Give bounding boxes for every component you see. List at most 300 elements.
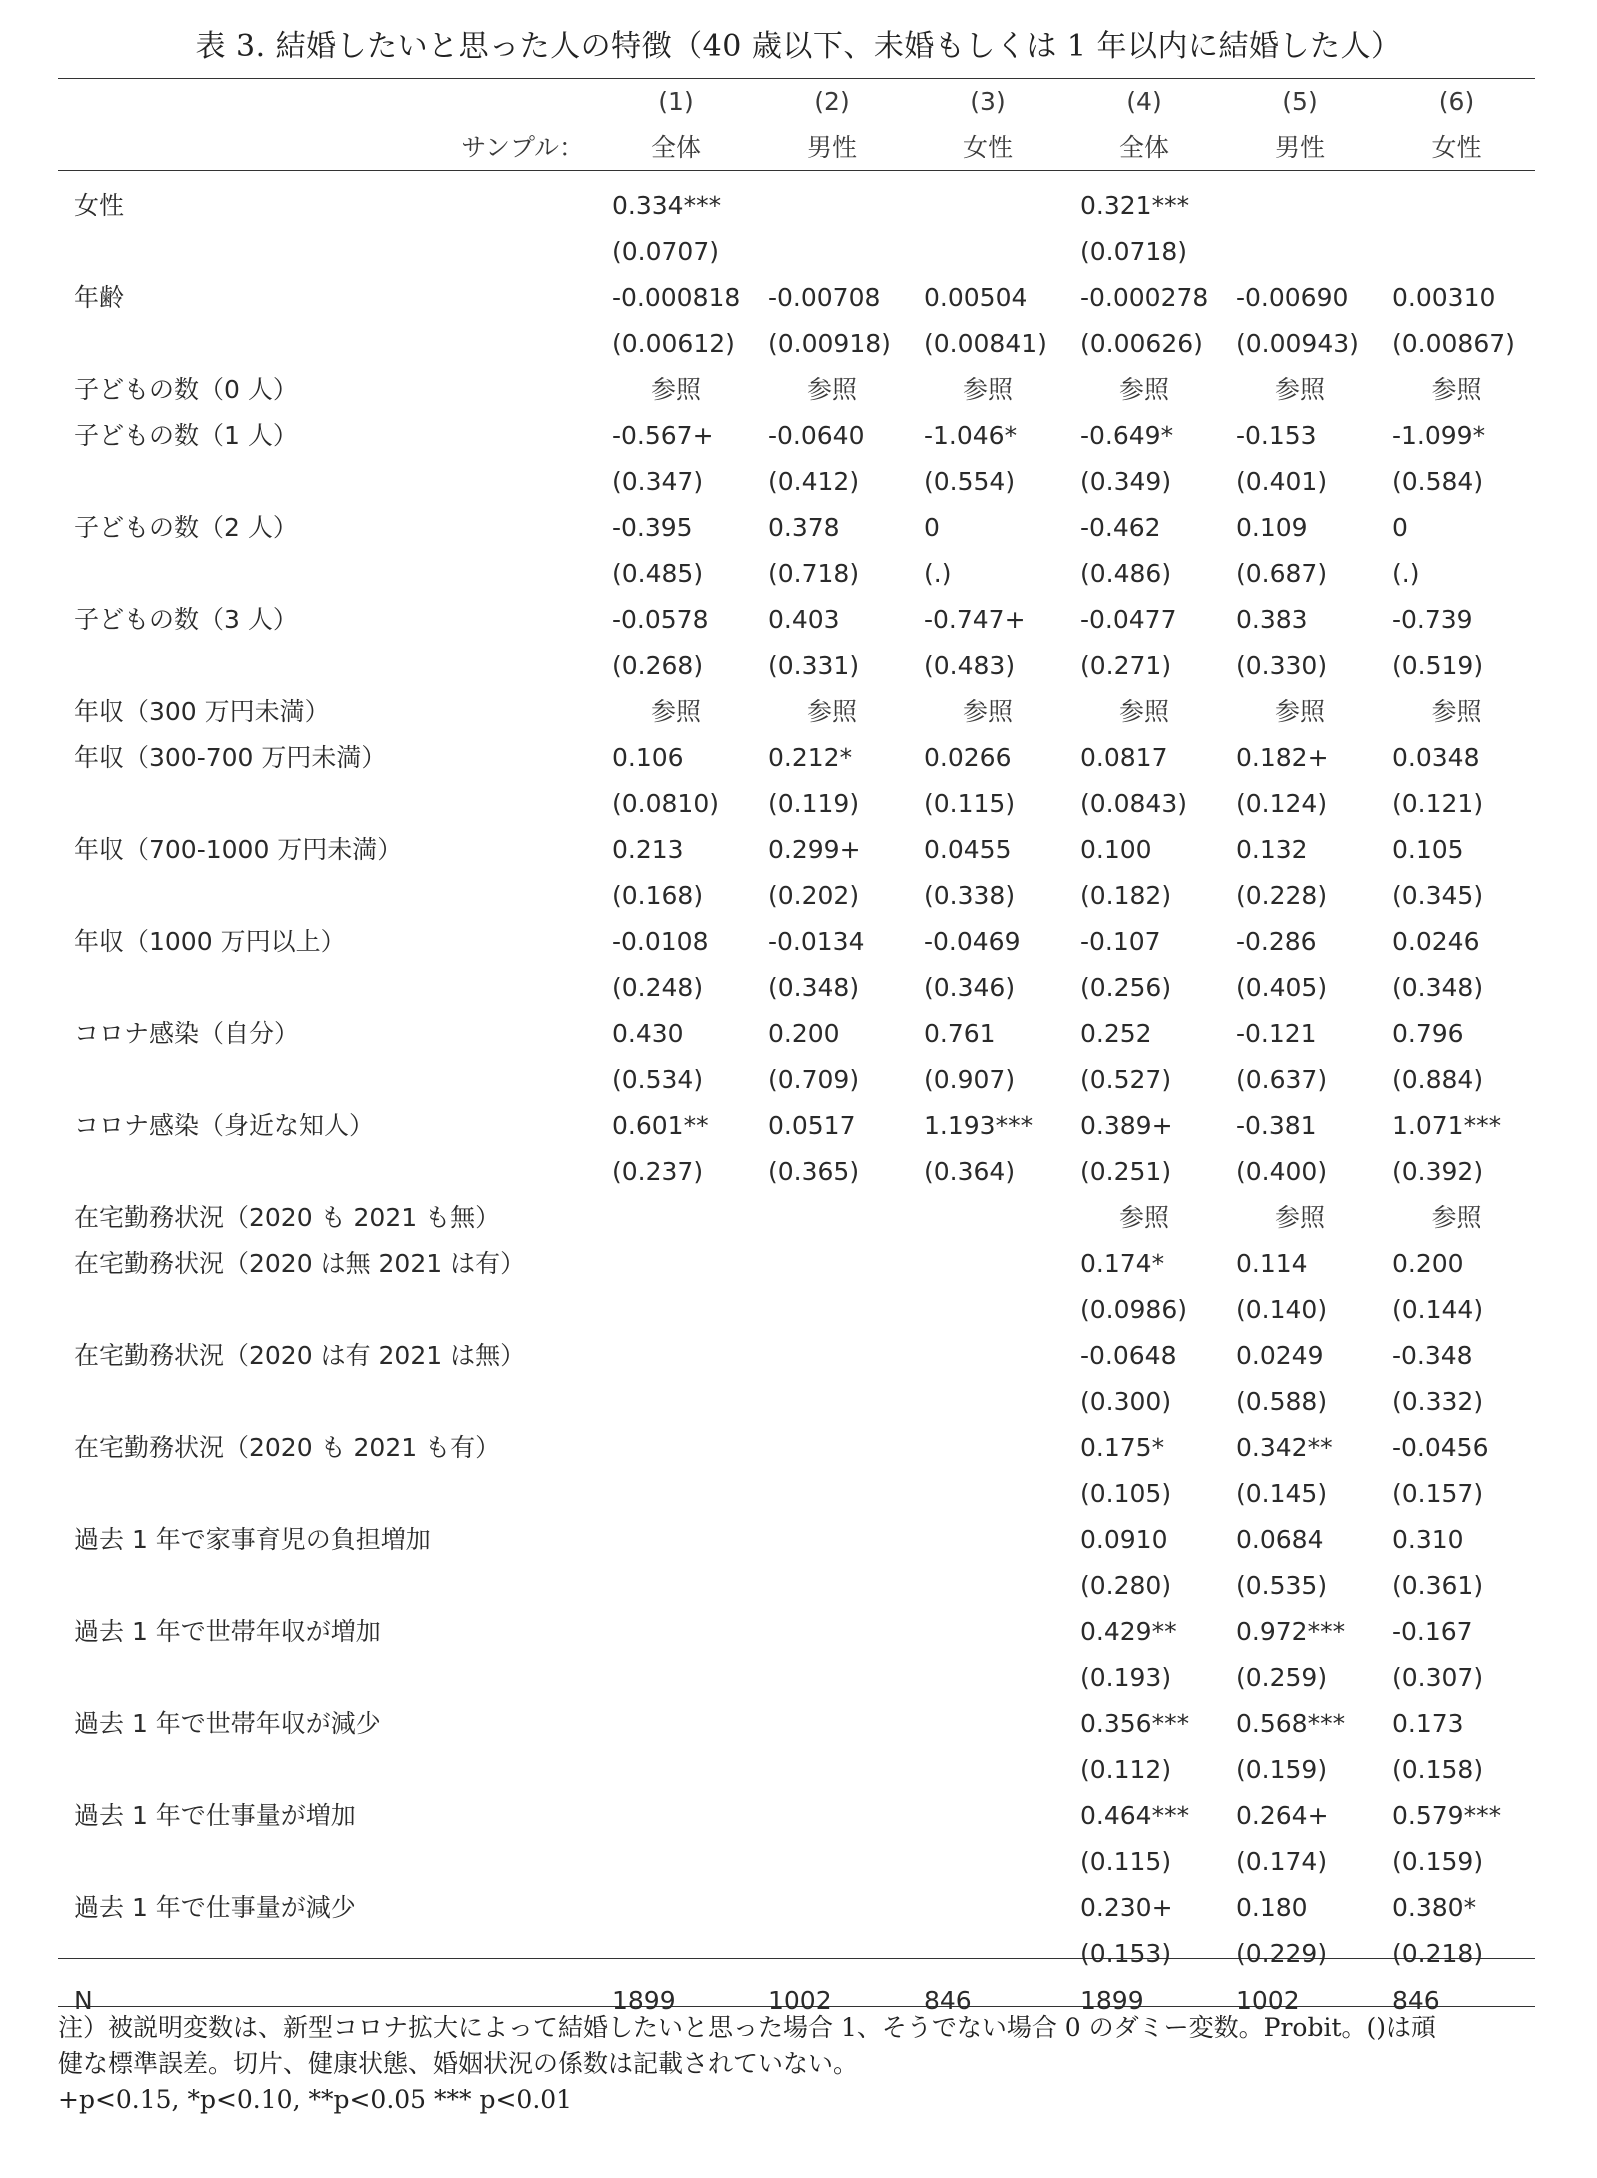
standard-error-cell: (0.00612): [612, 329, 735, 358]
standard-error-cell: (0.174): [1236, 1847, 1328, 1876]
standard-error-cell: [598, 1471, 754, 1517]
standard-error-label-blank: [58, 781, 598, 827]
coefficient-cell: 0.200: [768, 1019, 840, 1048]
variable-row: [58, 1609, 1535, 1655]
standard-error-label-blank: [58, 459, 598, 505]
coefficient-cell: [910, 1241, 1066, 1287]
standard-error-cell: [910, 1655, 1066, 1701]
standard-error-cell: (0.535): [1236, 1571, 1328, 1600]
coefficient-cell: 0.0817: [1080, 743, 1168, 772]
standard-error-cell: [754, 1563, 910, 1609]
coefficient-cell: -0.121: [1236, 1019, 1317, 1048]
variable-label: 年収（300 万円未満）: [74, 697, 330, 726]
coefficient-cell: 0.299+: [768, 835, 861, 864]
standard-error-cell: (0.00841): [924, 329, 1047, 358]
variable-row: [58, 1241, 1535, 1287]
sample-value: 女性: [962, 133, 1013, 162]
variable-row: [58, 919, 1535, 965]
standard-error-cell: (0.588): [1236, 1387, 1328, 1416]
coefficient-cell: 0.761: [924, 1019, 996, 1048]
standard-error-cell: (0.349): [1080, 467, 1172, 496]
sample-value: 男性: [1274, 133, 1325, 162]
standard-error-cell: [910, 1287, 1066, 1333]
coefficient-cell: -0.000818: [612, 283, 741, 312]
coefficient-cell: [754, 1609, 910, 1655]
coefficient-cell: [910, 1333, 1066, 1379]
standard-error-row: [58, 459, 1535, 505]
standard-error-row: [58, 1057, 1535, 1103]
standard-error-row: [58, 1379, 1535, 1425]
standard-error-cell: (0.364): [924, 1157, 1016, 1186]
variable-row: [58, 827, 1535, 873]
standard-error-cell: [598, 1563, 754, 1609]
variable-row: [58, 1701, 1535, 1747]
coefficient-cell: [910, 171, 1066, 229]
standard-error-row: [58, 1839, 1535, 1885]
variable-row: [58, 505, 1535, 551]
coefficient-cell: [754, 1241, 910, 1287]
variable-row: [58, 1011, 1535, 1057]
standard-error-cell: (0.268): [612, 651, 704, 680]
variable-row: [58, 275, 1535, 321]
coefficient-cell: [754, 1195, 910, 1241]
standard-error-label-blank: [58, 1471, 598, 1517]
n-value: 1002: [768, 1986, 832, 2015]
standard-error-cell: (0.486): [1080, 559, 1172, 588]
coefficient-cell: 0: [924, 513, 940, 542]
coefficient-cell: [910, 1425, 1066, 1471]
coefficient-cell: 0.601**: [612, 1111, 709, 1140]
standard-error-cell: (0.331): [768, 651, 860, 680]
standard-error-cell: [598, 1379, 754, 1425]
coefficient-cell: [598, 1241, 754, 1287]
n-value: 846: [1392, 1986, 1440, 2015]
coefficient-cell: 0.383: [1236, 605, 1308, 634]
standard-error-label-blank: [58, 1379, 598, 1425]
standard-error-cell: (0.554): [924, 467, 1016, 496]
standard-error-cell: (0.00867): [1392, 329, 1515, 358]
coefficient-cell: 0.106: [612, 743, 684, 772]
standard-error-cell: (0.144): [1392, 1295, 1484, 1324]
variable-row: [58, 171, 1535, 229]
standard-error-cell: (0.392): [1392, 1157, 1484, 1186]
standard-error-cell: [910, 1931, 1066, 1977]
standard-error-cell: (0.248): [612, 973, 704, 1002]
coefficient-cell: 0.213: [612, 835, 684, 864]
coefficient-cell: [598, 1195, 754, 1241]
column-number: (2): [814, 87, 850, 116]
table-title: 表 3. 結婚したいと思った人の特徴（40 歳以下、未婚もしくは 1 年以内に結婚した人）: [195, 29, 1402, 64]
regression-table: [58, 79, 1535, 2025]
coefficient-cell: 0.173: [1392, 1709, 1464, 1738]
standard-error-cell: (0.584): [1392, 467, 1484, 496]
n-value: 1899: [612, 1986, 676, 2015]
header-blank-cell: [58, 79, 598, 125]
standard-error-cell: (0.251): [1080, 1157, 1172, 1186]
sample-label: サンプル：: [461, 133, 584, 162]
coefficient-cell: 0.796: [1392, 1019, 1464, 1048]
standard-error-cell: (0.00918): [768, 329, 891, 358]
column-number: (5): [1282, 87, 1318, 116]
standard-error-cell: (0.259): [1236, 1663, 1328, 1692]
table-notes: [58, 2010, 1548, 2118]
variable-label: 子どもの数（2 人）: [74, 513, 298, 542]
coefficient-cell: 0.0348: [1392, 743, 1480, 772]
standard-error-cell: (0.158): [1392, 1755, 1484, 1784]
coefficient-cell: 1.071***: [1392, 1111, 1502, 1140]
standard-error-row: [58, 1655, 1535, 1701]
coefficient-cell: -0.0648: [1080, 1341, 1177, 1370]
sample-value: 全体: [1118, 133, 1169, 162]
coefficient-cell: 0.310: [1392, 1525, 1464, 1554]
reference-cell: 参照: [1274, 1203, 1325, 1232]
coefficient-cell: 0.182+: [1236, 743, 1329, 772]
standard-error-label-blank: [58, 1563, 598, 1609]
standard-error-label-blank: [58, 1747, 598, 1793]
standard-error-cell: (0.202): [768, 881, 860, 910]
coefficient-cell: -0.0456: [1392, 1433, 1489, 1462]
standard-error-cell: (0.229): [1236, 1939, 1328, 1968]
variable-label: 過去 1 年で世帯年収が増加: [74, 1617, 381, 1646]
standard-error-cell: (0.193): [1080, 1663, 1172, 1692]
standard-error-row: [58, 873, 1535, 919]
reference-cell: 参照: [650, 375, 701, 404]
standard-error-cell: (0.0707): [612, 237, 719, 266]
variable-label: コロナ感染（身近な知人）: [74, 1111, 375, 1140]
coefficient-cell: 0.100: [1080, 835, 1152, 864]
sample-value: 全体: [650, 133, 701, 162]
variable-row: [58, 1517, 1535, 1563]
reference-cell: 参照: [1118, 697, 1169, 726]
reference-cell: 参照: [1118, 375, 1169, 404]
coefficient-cell: 0.132: [1236, 835, 1308, 864]
coefficient-cell: [598, 1333, 754, 1379]
coefficient-cell: [598, 1701, 754, 1747]
standard-error-cell: (0.400): [1236, 1157, 1328, 1186]
standard-error-row: [58, 1471, 1535, 1517]
coefficient-cell: 0.342**: [1236, 1433, 1333, 1462]
standard-error-cell: (0.112): [1080, 1755, 1172, 1784]
coefficient-cell: -0.739: [1392, 605, 1473, 634]
reference-cell: 参照: [1431, 1203, 1482, 1232]
standard-error-cell: (0.519): [1392, 651, 1484, 680]
reference-cell: 参照: [1118, 1203, 1169, 1232]
variable-row: [58, 413, 1535, 459]
column-number: (3): [970, 87, 1006, 116]
standard-error-cell: [754, 1839, 910, 1885]
standard-error-cell: (0.347): [612, 467, 704, 496]
variable-label: コロナ感染（自分）: [74, 1019, 300, 1048]
variable-row: [58, 1103, 1535, 1149]
standard-error-cell: [754, 1287, 910, 1333]
coefficient-cell: 0.212*: [768, 743, 853, 772]
standard-error-cell: [598, 1839, 754, 1885]
column-number-row: [58, 79, 1535, 125]
coefficient-cell: -0.0134: [768, 927, 865, 956]
coefficient-cell: -0.167: [1392, 1617, 1473, 1646]
coefficient-cell: [598, 1885, 754, 1931]
n-value: 846: [924, 1986, 972, 2015]
reference-cell: 参照: [806, 697, 857, 726]
n-label: N: [74, 1986, 93, 2015]
reference-cell: 参照: [806, 375, 857, 404]
standard-error-row: [58, 551, 1535, 597]
significance-legend: +p<0.15, *p<0.10, **p<0.05 *** p<0.01: [58, 2085, 573, 2114]
standard-error-cell: (0.527): [1080, 1065, 1172, 1094]
standard-error-cell: (0.718): [768, 559, 860, 588]
sample-value: 男性: [806, 133, 857, 162]
coefficient-cell: -0.567+: [612, 421, 714, 450]
coefficient-cell: [598, 1517, 754, 1563]
standard-error-cell: [598, 1655, 754, 1701]
variable-row: [58, 367, 1535, 413]
standard-error-cell: (0.218): [1392, 1939, 1484, 1968]
variable-label: 在宅勤務状況（2020 は有 2021 は無）: [74, 1341, 526, 1370]
coefficient-cell: -0.462: [1080, 513, 1161, 542]
coefficient-cell: 0.264+: [1236, 1801, 1329, 1830]
standard-error-row: [58, 1931, 1535, 1977]
coefficient-cell: 0.389+: [1080, 1111, 1173, 1140]
standard-error-cell: (0.157): [1392, 1479, 1484, 1508]
standard-error-cell: (0.907): [924, 1065, 1016, 1094]
coefficient-cell: -0.00708: [768, 283, 881, 312]
reference-cell: 参照: [1431, 697, 1482, 726]
standard-error-cell: [1222, 229, 1378, 275]
standard-error-cell: (0.115): [924, 789, 1016, 818]
standard-error-label-blank: [58, 1149, 598, 1195]
coefficient-cell: -0.747+: [924, 605, 1026, 634]
coefficient-cell: 0.334***: [612, 191, 722, 220]
coefficient-cell: 0: [1392, 513, 1408, 542]
variable-label: 在宅勤務状況（2020 は無 2021 は有）: [74, 1249, 526, 1278]
table-body: [58, 79, 1535, 2025]
coefficient-cell: 0.0246: [1392, 927, 1480, 956]
standard-error-cell: [910, 1379, 1066, 1425]
standard-error-label-blank: [58, 643, 598, 689]
standard-error-cell: (0.884): [1392, 1065, 1484, 1094]
standard-error-cell: (0.0986): [1080, 1295, 1187, 1324]
coefficient-cell: -0.000278: [1080, 283, 1209, 312]
standard-error-cell: (.): [1392, 559, 1420, 588]
coefficient-cell: [754, 1885, 910, 1931]
coefficient-cell: 0.00310: [1392, 283, 1496, 312]
coefficient-cell: 0.0455: [924, 835, 1012, 864]
variable-row: [58, 735, 1535, 781]
variable-row: [58, 1333, 1535, 1379]
standard-error-cell: (0.637): [1236, 1065, 1328, 1094]
standard-error-row: [58, 643, 1535, 689]
variable-label: 年収（300-700 万円未満）: [74, 743, 387, 772]
standard-error-cell: (0.256): [1080, 973, 1172, 1002]
standard-error-cell: (0.0718): [1080, 237, 1187, 266]
coefficient-cell: -0.395: [612, 513, 693, 542]
standard-error-cell: (0.145): [1236, 1479, 1328, 1508]
standard-error-cell: (0.0843): [1080, 789, 1187, 818]
standard-error-cell: [754, 1471, 910, 1517]
standard-error-row: [58, 1563, 1535, 1609]
standard-error-cell: (0.485): [612, 559, 704, 588]
coefficient-cell: 0.579***: [1392, 1801, 1502, 1830]
standard-error-cell: [598, 1931, 754, 1977]
coefficient-cell: [1378, 171, 1535, 229]
standard-error-cell: (0.346): [924, 973, 1016, 1002]
standard-error-row: [58, 1747, 1535, 1793]
coefficient-cell: 0.0517: [768, 1111, 856, 1140]
coefficient-cell: -0.0477: [1080, 605, 1177, 634]
column-number: (6): [1438, 87, 1475, 116]
coefficient-cell: -0.286: [1236, 927, 1317, 956]
standard-error-label-blank: [58, 229, 598, 275]
coefficient-cell: 0.200: [1392, 1249, 1464, 1278]
variable-row: [58, 1885, 1535, 1931]
standard-error-cell: (0.159): [1236, 1755, 1328, 1784]
standard-error-cell: [754, 1655, 910, 1701]
standard-error-row: [58, 1287, 1535, 1333]
standard-error-label-blank: [58, 1931, 598, 1977]
reference-cell: 参照: [1431, 375, 1482, 404]
standard-error-cell: (0.345): [1392, 881, 1484, 910]
coefficient-cell: 0.252: [1080, 1019, 1152, 1048]
standard-error-cell: (0.159): [1392, 1847, 1484, 1876]
standard-error-label-blank: [58, 1287, 598, 1333]
coefficient-cell: [598, 1793, 754, 1839]
coefficient-cell: -0.00690: [1236, 283, 1349, 312]
coefficient-cell: [910, 1609, 1066, 1655]
standard-error-label-blank: [58, 321, 598, 367]
note-line: 健な標準誤差。切片、健康状態、婚姻状況の係数は記載されていない。: [58, 2049, 859, 2078]
coefficient-cell: -0.381: [1236, 1111, 1317, 1140]
standard-error-label-blank: [58, 1057, 598, 1103]
coefficient-cell: 0.464***: [1080, 1801, 1190, 1830]
standard-error-cell: (0.348): [768, 973, 860, 1002]
coefficient-cell: 0.356***: [1080, 1709, 1190, 1738]
standard-error-cell: (0.124): [1236, 789, 1328, 818]
coefficient-cell: 0.321***: [1080, 191, 1190, 220]
standard-error-cell: (0.271): [1080, 651, 1172, 680]
standard-error-cell: (0.361): [1392, 1571, 1484, 1600]
standard-error-row: [58, 965, 1535, 1011]
standard-error-cell: (0.332): [1392, 1387, 1484, 1416]
coefficient-cell: [910, 1793, 1066, 1839]
standard-error-cell: (0.140): [1236, 1295, 1328, 1324]
standard-error-cell: (0.687): [1236, 559, 1328, 588]
variable-label: 子どもの数（3 人）: [74, 605, 298, 634]
standard-error-cell: (0.00626): [1080, 329, 1203, 358]
standard-error-row: [58, 229, 1535, 275]
standard-error-row: [58, 781, 1535, 827]
standard-error-cell: (0.105): [1080, 1479, 1172, 1508]
sample-row: [58, 125, 1535, 171]
variable-row: [58, 597, 1535, 643]
standard-error-cell: (0.300): [1080, 1387, 1172, 1416]
standard-error-cell: (0.330): [1236, 651, 1328, 680]
coefficient-cell: [754, 1793, 910, 1839]
n-value: 1899: [1080, 1986, 1144, 2015]
coefficient-cell: -1.099*: [1392, 421, 1486, 450]
standard-error-cell: (0.168): [612, 881, 704, 910]
variable-row: [58, 1195, 1535, 1241]
standard-error-cell: (0.405): [1236, 973, 1328, 1002]
standard-error-cell: (0.00943): [1236, 329, 1359, 358]
standard-error-cell: [910, 1839, 1066, 1885]
coefficient-cell: -0.0578: [612, 605, 709, 634]
standard-error-cell: (0.412): [768, 467, 860, 496]
reference-cell: 参照: [962, 697, 1013, 726]
coefficient-cell: [598, 1609, 754, 1655]
standard-error-label-blank: [58, 873, 598, 919]
standard-error-cell: [754, 229, 910, 275]
coefficient-cell: 0.380*: [1392, 1893, 1477, 1922]
standard-error-cell: (0.534): [612, 1065, 704, 1094]
reference-cell: 参照: [650, 697, 701, 726]
standard-error-cell: [910, 1471, 1066, 1517]
standard-error-label-blank: [58, 965, 598, 1011]
standard-error-row: [58, 321, 1535, 367]
coefficient-cell: 0.230+: [1080, 1893, 1173, 1922]
coefficient-cell: 0.0249: [1236, 1341, 1324, 1370]
standard-error-cell: (0.709): [768, 1065, 860, 1094]
coefficient-cell: [754, 1701, 910, 1747]
coefficient-cell: 0.0910: [1080, 1525, 1168, 1554]
standard-error-cell: [754, 1379, 910, 1425]
coefficient-cell: 0.105: [1392, 835, 1464, 864]
standard-error-cell: (0.338): [924, 881, 1016, 910]
standard-error-cell: (0.237): [612, 1157, 704, 1186]
standard-error-cell: (.): [924, 559, 952, 588]
standard-error-label-blank: [58, 1655, 598, 1701]
coefficient-cell: [754, 171, 910, 229]
standard-error-cell: [598, 1287, 754, 1333]
coefficient-cell: -0.0469: [924, 927, 1021, 956]
standard-error-cell: [598, 1747, 754, 1793]
variable-label: 子どもの数（1 人）: [74, 421, 298, 450]
coefficient-cell: 0.0266: [924, 743, 1012, 772]
variable-row: [58, 1793, 1535, 1839]
coefficient-cell: [754, 1517, 910, 1563]
standard-error-cell: (0.307): [1392, 1663, 1484, 1692]
coefficient-cell: [598, 1425, 754, 1471]
standard-error-cell: [1378, 229, 1535, 275]
coefficient-cell: -0.107: [1080, 927, 1161, 956]
standard-error-cell: (0.115): [1080, 1847, 1172, 1876]
coefficient-cell: [754, 1425, 910, 1471]
variable-label: 過去 1 年で家事育児の負担増加: [74, 1525, 431, 1554]
reference-cell: 参照: [962, 375, 1013, 404]
column-number: (1): [658, 87, 694, 116]
variable-label: 年齢: [74, 283, 125, 312]
standard-error-cell: (0.365): [768, 1157, 860, 1186]
coefficient-cell: -0.348: [1392, 1341, 1473, 1370]
n-value: 1002: [1236, 1986, 1300, 2015]
variable-row: [58, 1425, 1535, 1471]
standard-error-label-blank: [58, 1839, 598, 1885]
coefficient-cell: 0.180: [1236, 1893, 1308, 1922]
coefficient-cell: -0.0640: [768, 421, 865, 450]
standard-error-cell: (0.182): [1080, 881, 1172, 910]
coefficient-cell: -0.649*: [1080, 421, 1174, 450]
coefficient-cell: [754, 1333, 910, 1379]
standard-error-cell: [910, 1747, 1066, 1793]
coefficient-cell: 0.378: [768, 513, 840, 542]
coefficient-cell: 0.430: [612, 1019, 684, 1048]
variable-label: 過去 1 年で仕事量が増加: [74, 1801, 356, 1830]
variable-label: 子どもの数（0 人）: [74, 375, 298, 404]
standard-error-cell: (0.119): [768, 789, 860, 818]
variable-label: 過去 1 年で世帯年収が減少: [74, 1709, 381, 1738]
standard-error-cell: [910, 1563, 1066, 1609]
coefficient-cell: 0.429**: [1080, 1617, 1177, 1646]
standard-error-row: [58, 1149, 1535, 1195]
